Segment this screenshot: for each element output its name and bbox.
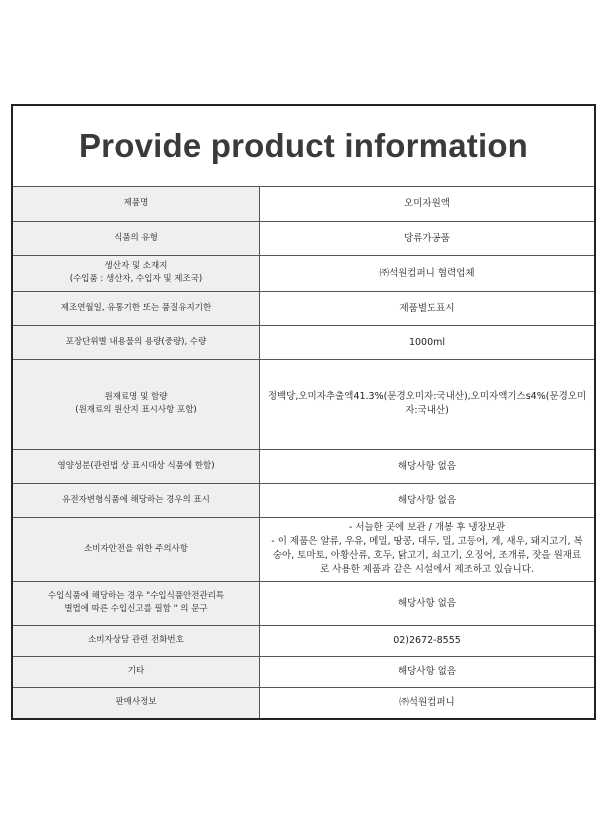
row-value [260, 517, 595, 581]
row-label [13, 483, 260, 517]
row-label [13, 449, 260, 483]
table-row [13, 687, 594, 718]
row-value-line: ㈜석원컴퍼니 [399, 697, 455, 709]
row-value-line: 해당사항 없음 [397, 494, 457, 506]
row-label-line: 소비자안전을 위한 주의사항 [84, 543, 188, 554]
row-value-line: 해당사항 없음 [397, 597, 457, 609]
title-cell [13, 106, 594, 187]
row-value [260, 359, 595, 449]
row-value-line: 자:국내산) [405, 405, 449, 416]
row-label [13, 325, 260, 359]
row-label [13, 517, 260, 581]
page-title: Provide product information [78, 127, 529, 164]
product-info-sheet [11, 104, 596, 720]
row-value [260, 687, 595, 718]
row-label-line: 생산자 및 소재지 [104, 261, 168, 271]
row-label-line: 기타 [127, 666, 145, 676]
row-label-line: 유전자변형식품에 해당하는 경우의 표시 [62, 494, 210, 505]
row-label-line: (수입품 : 생산자, 수입자 및 제조국) [69, 274, 203, 284]
product-info-table [13, 187, 594, 718]
row-label-line: 제품명 [123, 198, 149, 209]
row-label-line: 영양성분(관련법 상 표시대상 식품에 한함) [57, 460, 215, 471]
table-row [13, 291, 594, 325]
row-label [13, 687, 260, 718]
row-label-line: 원재료명 및 함량 [104, 392, 168, 402]
table-row [13, 625, 594, 656]
row-value-line: ㈜석원컴퍼니 협력업체 [379, 267, 475, 279]
row-value-line: 제품별도표시 [399, 302, 455, 314]
row-value [260, 221, 595, 255]
row-label-line: 제조연월일, 유통기한 또는 품질유지기한 [60, 302, 212, 313]
row-label-line: 포장단위별 내용물의 용량(중량), 수량 [65, 336, 207, 347]
row-label-line: 판매사정보 [115, 697, 157, 708]
row-value-line: 해당사항 없음 [397, 666, 457, 677]
row-label-line: 식품의 유형 [114, 232, 158, 243]
table-row [13, 581, 594, 625]
row-value-line: 해당사항 없음 [397, 460, 457, 472]
table-row [13, 483, 594, 517]
row-value [260, 291, 595, 325]
row-label [13, 359, 260, 449]
row-value-line: 02)2672-8555 [393, 635, 461, 646]
row-label [13, 656, 260, 687]
row-value [260, 325, 595, 359]
table-row [13, 255, 594, 291]
table-row [13, 359, 594, 449]
row-value-line: - 서늘한 곳에 보관 / 개봉 후 냉장보관 [348, 522, 506, 533]
row-label-line: 소비자상담 관련 전화번호 [88, 635, 184, 645]
row-label [13, 625, 260, 656]
row-label [13, 255, 260, 291]
row-value-line: 로 사용한 제품과 같은 시설에서 제조하고 있습니다. [320, 564, 534, 575]
row-label-line: 수입식품에 해당하는 경우 "수입식품안전관리특 [47, 591, 225, 601]
row-value-line: - 이 제품은 알류, 우유, 메밀, 땅콩, 대두, 밀, 고등어, 게, 새우, 돼지고기, 복 [271, 536, 583, 547]
row-value [260, 483, 595, 517]
row-label [13, 221, 260, 255]
table-row [13, 449, 594, 483]
row-value [260, 625, 595, 656]
row-value-line: 정백당,오미자추출액41.3%(문경오미자:국내산),오미자액기스s4%(문경오미 [267, 391, 587, 402]
table-row [13, 517, 594, 581]
row-value-line: 숭아, 토마토, 아황산류, 호두, 닭고기, 쇠고기, 오징어, 조개류, 잣을 원재료 [272, 550, 582, 561]
row-value-line: 오미자원액 [404, 198, 450, 210]
row-value [260, 187, 595, 221]
row-label-line: 별법에 따른 수입신고를 필함 " 의 문구 [64, 604, 208, 614]
table-row [13, 187, 594, 221]
table-row [13, 325, 594, 359]
row-value-line: 당류가공품 [404, 232, 450, 244]
row-value [260, 255, 595, 291]
table-row [13, 656, 594, 687]
row-label [13, 581, 260, 625]
row-value-line: 1000ml [408, 336, 446, 348]
row-value [260, 449, 595, 483]
row-value [260, 656, 595, 687]
row-value [260, 581, 595, 625]
row-label [13, 291, 260, 325]
table-row [13, 221, 594, 255]
row-label-line: (원재료의 원산지 표시사항 포함) [75, 405, 197, 415]
row-label [13, 187, 260, 221]
